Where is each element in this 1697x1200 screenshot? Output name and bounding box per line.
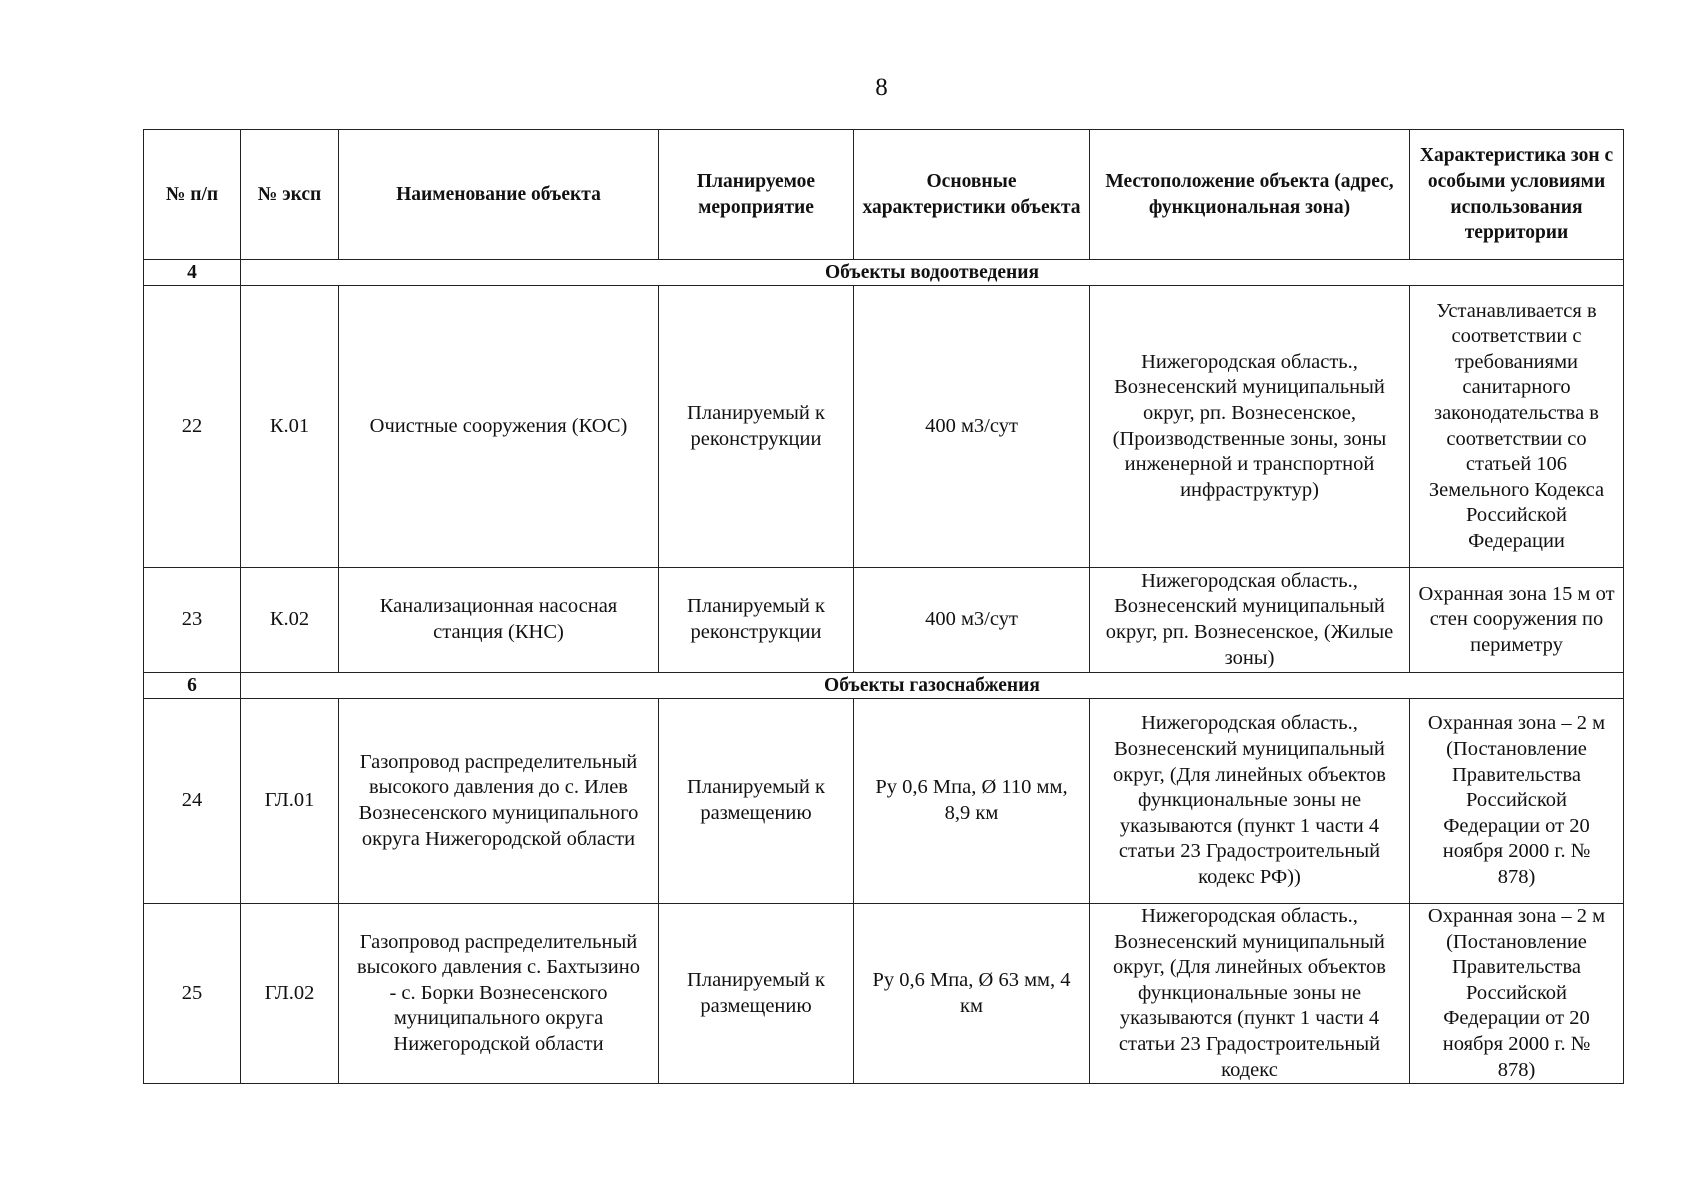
row-action: Планируемый к размещению [659,699,854,904]
header-action: Планируемое мероприятие [659,130,854,260]
row-zones: Устанавливается в соответствии с требованиями санитарного законодательства в соответствии со статьей 106 Земельного Кодекса Российской Федерации [1410,286,1624,568]
section-row [144,673,1624,699]
row-exp: ГЛ.02 [241,904,339,1084]
row-name: Очистные сооружения (КОС) [339,286,659,568]
section-number: 4 [144,260,241,286]
row-name: Канализационная насосная станция (КНС) [339,568,659,673]
table-row [144,568,1624,673]
row-location: Нижегородская область., Вознесенский муниципальный округ, (Для линейных объектов функциональные зоны не указываются (пункт 1 части 4 статьи 23 Градостроительный кодекс РФ)) [1090,699,1410,904]
row-zones: Охранная зона – 2 м (Постановление Правительства Российской Федерации от 20 ноября 2000 г. № 878) [1410,699,1624,904]
table-row [144,699,1624,904]
header-location: Местоположение объекта (адрес, функциональная зона) [1090,130,1410,260]
row-characteristics: 400 м3/сут [854,568,1090,673]
objects-table [143,129,1624,1084]
row-exp: К.02 [241,568,339,673]
row-exp: К.01 [241,286,339,568]
row-characteristics: Ру 0,6 Мпа, Ø 110 мм, 8,9 км [854,699,1090,904]
header-num: № п/п [144,130,241,260]
row-characteristics: 400 м3/сут [854,286,1090,568]
table-row [144,286,1624,568]
row-num: 24 [144,699,241,904]
section-title: Объекты газоснабжения [241,673,1624,699]
row-name: Газопровод распределительный высокого давления с. Бахтызино - с. Борки Вознесенского муниципального округа Нижегородской области [339,904,659,1084]
row-zones: Охранная зона – 2 м (Постановление Правительства Российской Федерации от 20 ноября 2000 г. № 878) [1410,904,1624,1084]
section-title: Объекты водоотведения [241,260,1624,286]
row-action: Планируемый к размещению [659,904,854,1084]
header-characteristics: Основные характеристики объекта [854,130,1090,260]
row-num: 25 [144,904,241,1084]
row-action: Планируемый к реконструкции [659,568,854,673]
row-location: Нижегородская область., Вознесенский муниципальный округ, рп. Вознесенское, (Производственные зоны, зоны инженерной и транспортной инфраструктур) [1090,286,1410,568]
row-name: Газопровод распределительный высокого давления до с. Илев Вознесенского муниципального округа Нижегородской области [339,699,659,904]
page-number: 8 [875,74,888,101]
header-zones: Характеристика зон с особыми условиями использования территории [1410,130,1624,260]
row-location: Нижегородская область., Вознесенский муниципальный округ, рп. Вознесенское, (Жилые зоны) [1090,568,1410,673]
section-row [144,260,1624,286]
row-location: Нижегородская область., Вознесенский муниципальный округ, (Для линейных объектов функциональные зоны не указываются (пункт 1 части 4 статьи 23 Градостроительный кодекс [1090,904,1410,1084]
row-num: 23 [144,568,241,673]
header-name: Наименование объекта [339,130,659,260]
section-number: 6 [144,673,241,699]
table-header-row [144,130,1624,260]
row-characteristics: Ру 0,6 Мпа, Ø 63 мм, 4 км [854,904,1090,1084]
row-exp: ГЛ.01 [241,699,339,904]
table-row [144,904,1624,1084]
row-num: 22 [144,286,241,568]
row-zones: Охранная зона 15 м от стен сооружения по периметру [1410,568,1624,673]
row-action: Планируемый к реконструкции [659,286,854,568]
header-exp: № эксп [241,130,339,260]
